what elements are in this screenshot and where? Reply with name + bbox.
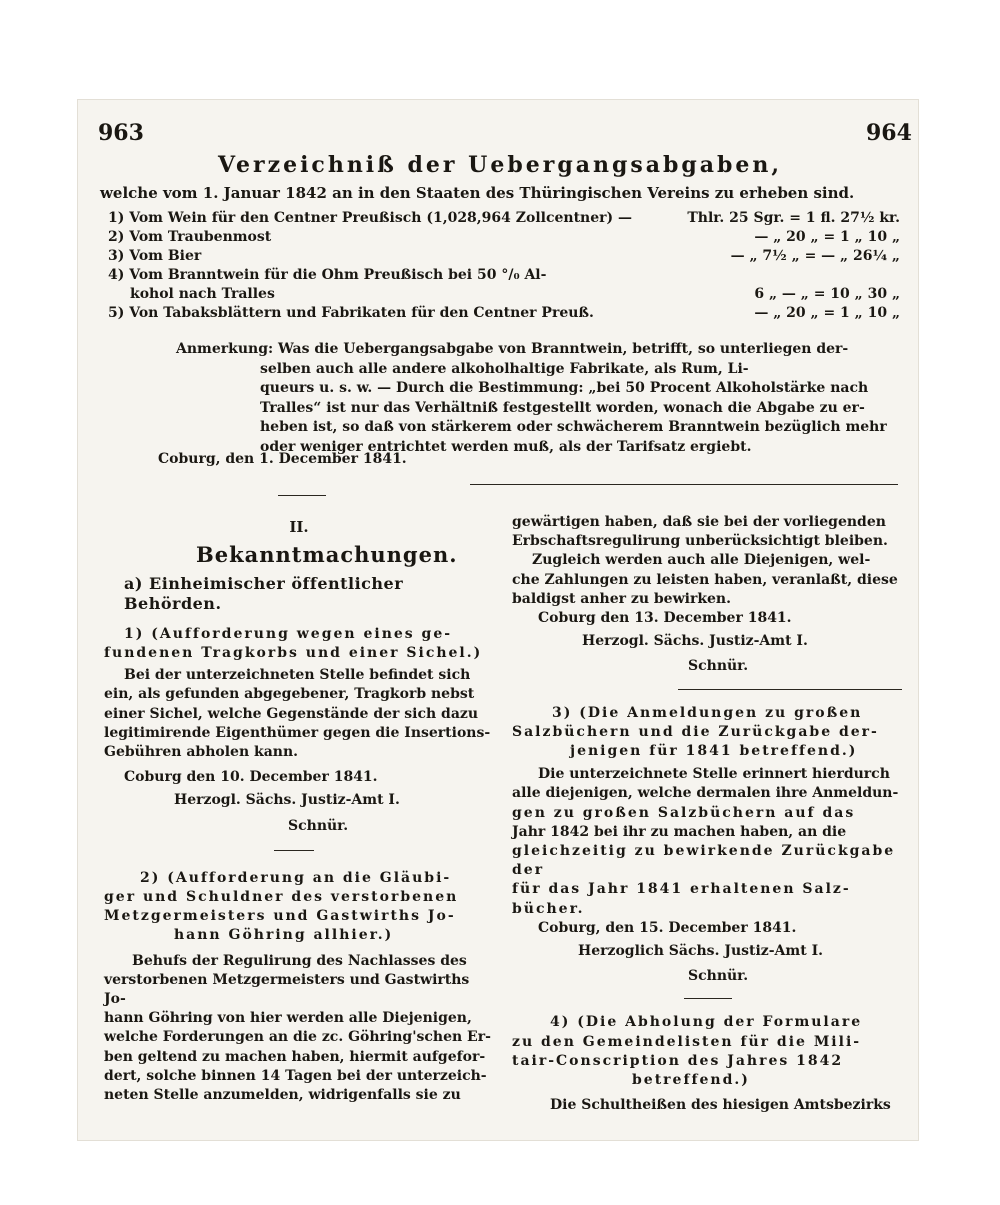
notice-body: welche Forderungen an die zc. Göhring'schen Er- [104,1029,491,1046]
notice-body: alle diejenigen, welche dermalen ihre Anmeldun- [512,785,899,802]
notice-body: Jahr 1842 bei ihr zu machen haben, an die [512,823,847,840]
notice-heading: Salzbüchern und die Zurückgabe der- [512,723,879,740]
remark-signature: Coburg, den 1. December 1841. [158,451,407,467]
notice-heading: 3) (Die Anmeldungen zu großen [552,704,863,721]
notice-4 [512,1013,902,1115]
notice-body: hann Göhring von hier werden alle Diejenigen, [104,1010,472,1027]
notice-body: Zugleich werden auch alle Diejenigen, wel- [532,552,871,569]
rate-row [108,267,900,286]
notice-1 [104,625,494,851]
notice-heading: 4) (Die Abholung der Formulare [550,1014,863,1031]
notice-body: für das Jahr 1841 erhaltenen Salz- [512,881,851,898]
notice-2-continuation [512,513,902,690]
right-column [512,513,902,1115]
notice-heading: 2) (Aufforderung an die Gläubi- [140,869,452,886]
notice-authority: Herzoglich Sächs. Justiz-Amt I. [578,943,823,960]
remark-paragraph [160,340,900,457]
page-number-left: 963 [98,120,144,146]
notice-authority: Herzogl. Sächs. Justiz-Amt I. [174,792,400,809]
notice-body: gewärtigen haben, daß sie bei der vorliegenden [512,514,886,530]
notice-body: legitimirende Eigenthümer gegen die Insertions- [104,724,491,741]
notice-body: Bei der unterzeichneten Stelle befindet sich [124,667,471,684]
notice-body: Die Schultheißen des hiesigen Amtsbezirks [550,1097,891,1114]
divider [274,850,314,851]
rate-label: 1) Vom Wein für den Centner Preußisch (1,028,964 Zollcentner) — [108,210,633,226]
remark-line: queurs u. s. w. — Durch die Bestimmung: „bei 50 Procent Alkoholstärke nach [260,380,869,396]
rate-amount: — „ 7½ „ = — „ 26¼ „ [730,248,900,264]
notice-body: einer Sichel, welche Gegenstände der sich dazu [104,705,479,722]
notice-body: gen zu großen Salzbüchern auf das [512,804,856,821]
notice-body: neten Stelle anzumelden, widrigenfalls sie zu [104,1087,461,1104]
document-subtitle: welche vom 1. Januar 1842 an in den Staaten des Thüringischen Vereins zu erheben sind. [100,184,855,202]
rate-row [108,248,900,267]
page-number-right: 964 [866,120,912,146]
remark-line: selben auch alle andere alkoholhaltige Fabrikate, als Rum, Li- [260,360,749,377]
notice-body: Behufs der Regulirung des Nachlasses des [132,952,467,969]
divider [278,495,326,496]
section-number: II. [289,518,309,536]
notice-signer: Schnür. [288,817,349,834]
divider [470,484,898,485]
remark-line: Tralles“ ist nur das Verhältniß festgestellt worden, wonach die Abgabe zu er- [260,399,865,416]
rate-row [108,286,900,305]
section-title: Bekanntmachungen. [196,542,458,568]
notice-authority: Herzogl. Sächs. Justiz-Amt I. [582,633,808,650]
notice-heading: hann Göhring allhier.) [174,927,394,944]
rate-label: kohol nach Tralles [130,286,275,302]
rate-amount: — „ 20 „ = 1 „ 10 „ [754,305,900,321]
notice-body: dert, solche binnen 14 Tagen bei der unterzeich- [104,1067,487,1084]
rate-amount: — „ 20 „ = 1 „ 10 „ [754,229,900,245]
notice-place-date: Coburg den 13. December 1841. [538,610,792,627]
rate-amount: Thlr. 25 Sgr. = 1 fl. 27½ kr. [687,210,900,226]
notice-place-date: Coburg, den 15. December 1841. [538,919,797,936]
notice-signer: Schnür. [688,968,749,985]
rate-amount: 6 „ — „ = 10 „ 30 „ [754,286,900,302]
notice-body: bücher. [512,900,585,917]
notice-heading: betreffend.) [632,1072,750,1089]
divider [684,998,732,999]
notice-heading: fundenen Tragkorbs und einer Sichel.) [104,645,483,662]
remark-line: Anmerkung: Was die Uebergangsabgabe von Branntwein, betrifft, so unterliegen der- [176,341,849,357]
remark-line: heben ist, so daß von stärkerem oder schwächerem Branntwein bezüglich mehr [260,419,887,435]
notice-body: gleichzeitig zu bewirkende Zurückgabe der [512,843,896,879]
notice-body: ein, als gefunden abgegebener, Tragkorb nebst [104,686,475,703]
rates-table [108,210,900,324]
rate-row [108,229,900,248]
rate-label: 2) Vom Traubenmost [108,229,272,245]
notice-2 [104,869,494,1105]
divider [678,689,902,690]
notice-body: verstorbenen Metzgermeisters und Gastwirths Jo- [104,971,470,1008]
notice-place-date: Coburg den 10. December 1841. [124,769,378,786]
notice-body: Die unterzeichnete Stelle erinnert hierdurch [538,766,890,783]
rate-label: 4) Vom Branntwein für die Ohm Preußisch bei 50 °/₀ Al- [108,267,547,283]
rate-label: 5) Von Tabaksblättern und Fabrikaten für den Centner Preuß. [108,305,594,321]
left-column [104,518,494,1105]
notice-body: che Zahlungen zu leisten haben, veranlaßt, diese [512,571,898,588]
notice-body: ben geltend zu machen haben, hiermit aufgefor- [104,1048,486,1065]
notice-3 [512,704,902,1000]
rate-label: 3) Vom Bier [108,248,202,264]
notice-heading: zu den Gemeindelisten für die Mili- [512,1033,862,1050]
section-subheading: a) Einheimischer öffentlicher Behörden. [124,574,404,613]
notice-body: Erbschaftsregulirung unberücksichtigt bleiben. [512,533,888,550]
notice-heading: Metzgermeisters und Gastwirths Jo- [104,908,456,925]
notice-heading: 1) (Aufforderung wegen eines ge- [124,625,453,642]
notice-body: baldigst anher zu bewirken. [512,590,731,607]
remark-line: oder weniger entrichtet werden muß, als der Tarifsatz ergiebt. [260,438,752,455]
notice-heading: jenigen für 1841 betreffend.) [570,743,858,760]
rate-row [108,305,900,324]
notice-heading: ger und Schuldner des verstorbenen [104,889,459,906]
notice-heading: tair-Conscription des Jahres 1842 [512,1052,844,1069]
rate-row [108,210,900,229]
document-title: Verzeichniß der Uebergangsabgaben, [217,152,783,178]
notice-signer: Schnür. [688,658,749,675]
notice-body: Gebühren abholen kann. [104,744,299,761]
